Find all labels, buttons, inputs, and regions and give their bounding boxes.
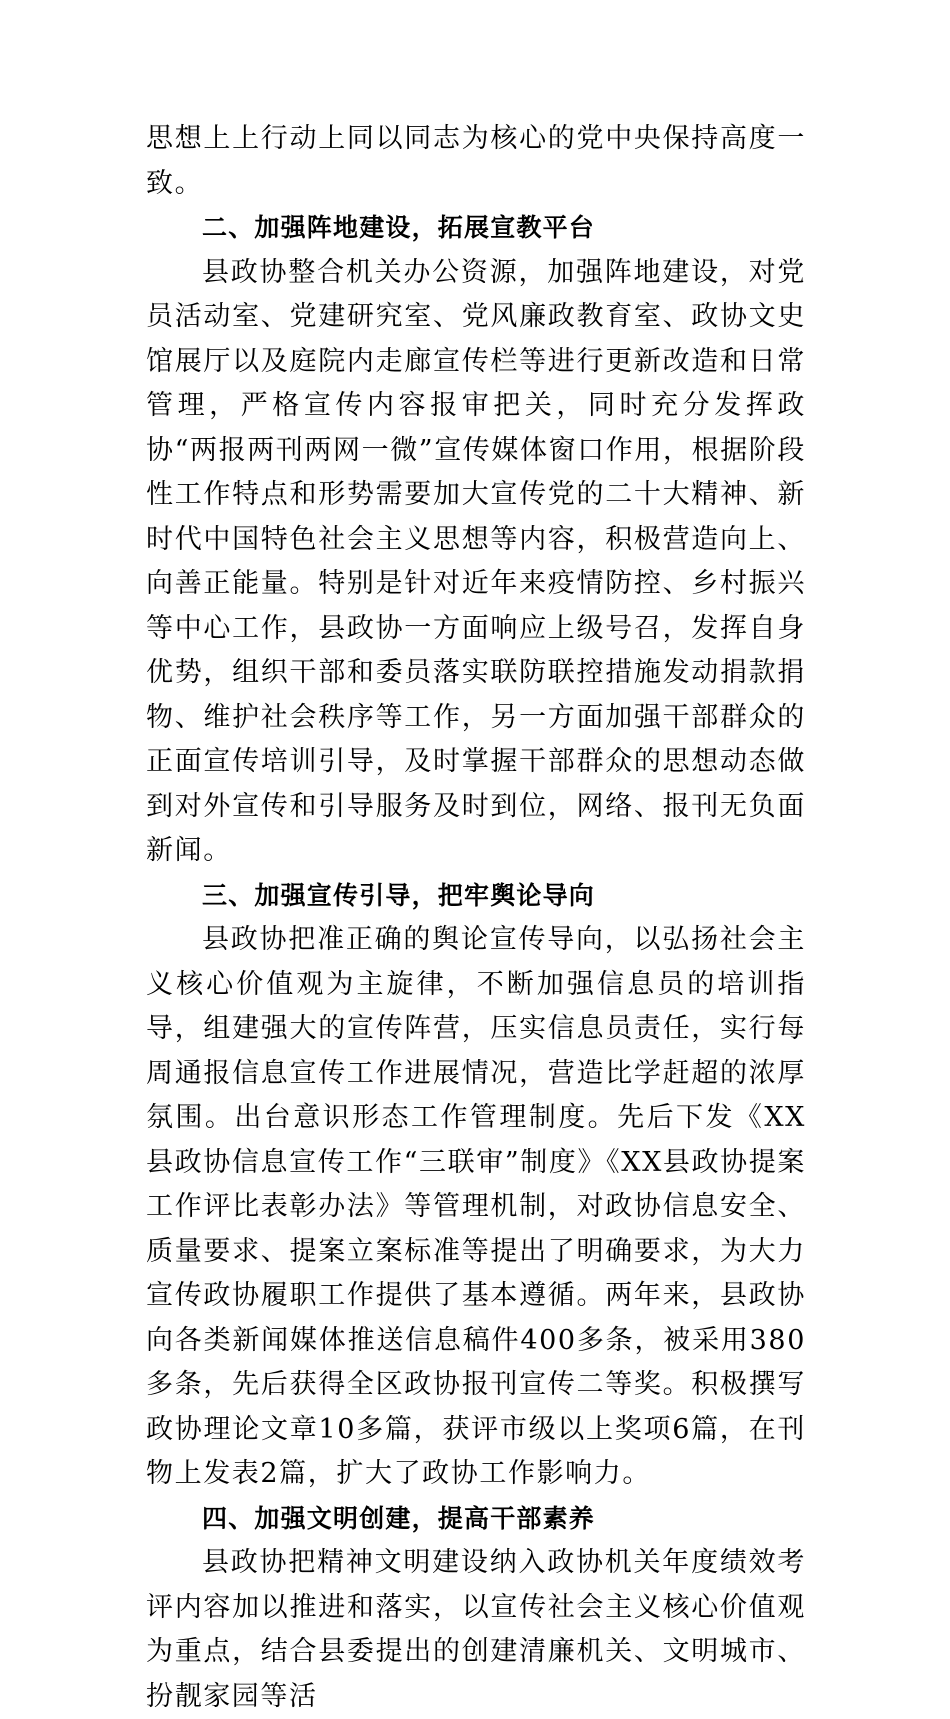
section-heading-2: 二、加强阵地建设，拓展宣教平台 <box>202 213 596 242</box>
paragraph-section-2: 县政协整合机关办公资源，加强阵地建设，对党员活动室、党建研究室、党风廉政教育室、政协文史馆展厅以及庭院内走廊宣传栏等进行更新改造和日常管理，严格宣传内容报审把关，同时充分发挥政协“两报两刊两网一微”宣传媒体窗口作用，根据阶段性工作特点和形势需要加大宣传党的二十大精神、新时代中国特色社会主义思想等内容，积极营造向上、向善正能量。特别是针对近年来疫情防控、乡村振兴等中心工作，县政协一方面响应上级号召，发挥自身优势，组织干部和委员落实联防联控措施发动捐款捐物、维护社会秩序等工作，另一方面加强干部群众的正面宣传培训引导，及时掌握干部群众的思想动态做到对外宣传和引导服务及时到位，网络、报刊无负面新闻。 <box>146 256 807 866</box>
paragraph-continuation: 思想上上行动上同以同志为核心的党中央保持高度一致。 <box>146 123 806 199</box>
section-heading-4: 四、加强文明创建，提高干部素养 <box>202 1503 596 1533</box>
paragraph-section-4: 县政协把精神文明建设纳入政协机关年度绩效考评内容加以推进和落实，以宣传社会主义核心价值观为重点，结合县委提出的创建清廉机关、文明城市、扮靓家园等活 <box>146 1547 806 1712</box>
paragraph-section-3: 县政协把准正确的舆论宣传导向，以弘扬社会主义核心价值观为主旋律，不断加强信息员的培训指导，组建强大的宣传阵营，压实信息员责任，实行每周通报信息宣传工作进展情况，营造比学赶超的浓厚氛围。出台意识形态工作管理制度。先后下发《XX县政协信息宣传工作“三联审”制度》《XX县政协提案工作评比表彰办法》等管理机制，对政协信息安全、质量要求、提案立案标准等提出了明确要求，为大力宣传政协履职工作提供了基本遵循。两年来，县政协向各类新闻媒体推送信息稿件400多条，被采用380多条，先后获得全区政协报刊宣传二等奖。积极撰写政协理论文章10多篇，获评市级以上奖项6篇，在刊物上发表2篇，扩大了政协工作影响力。 <box>146 924 806 1489</box>
section-heading-3: 三、加强宣传引导，把牢舆论导向 <box>202 880 596 910</box>
document-page <box>146 117 806 1719</box>
